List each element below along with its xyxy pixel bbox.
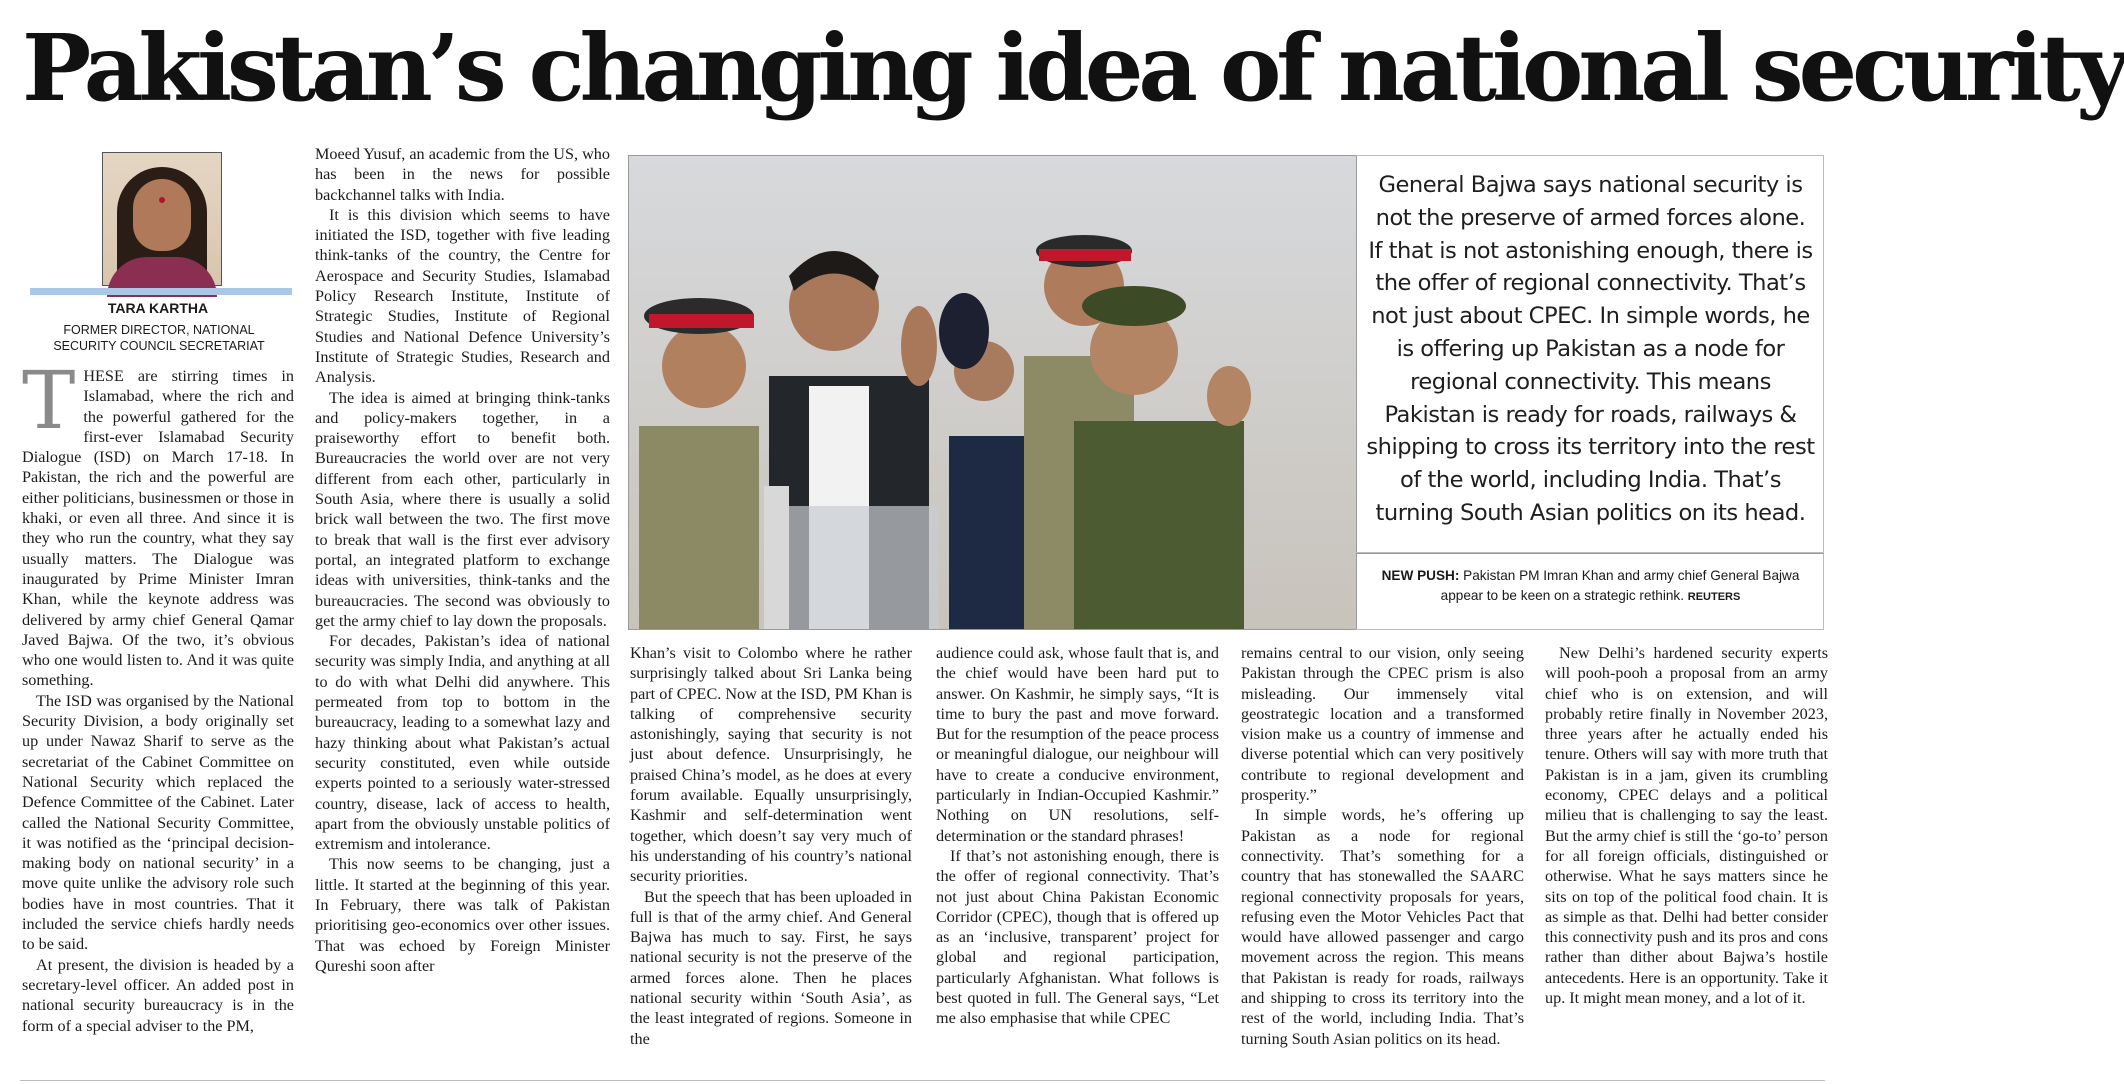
- author-name: TARA KARTHA: [107, 300, 209, 316]
- paragraph: If that’s not astonishing enough, there is the offer of regional connectivity. That’s not just about China Pakistan Economic Corridor (CPEC), though that is offered up as an ‘inclusive, transparent’ project for global and regional participation, particularly Afghanistan. What follows is best quoted in full. The General says, “Let me also emphasise that while CPEC: [936, 846, 1219, 1028]
- news-photo: [628, 155, 1357, 630]
- paragraph: But the speech that has been uploaded in full is that of the army chief. And General Bajwa has much to say. First, he says national security is not the preserve of the armed forces alone. Then he places national security within ‘South Asia’, as the least integrated of regions. Someone in the: [630, 887, 912, 1048]
- lead-paragraph: THESE are stirring times in Islamabad, where the rich and the powerful gathered for the first-ever Islamabad Security Dialogue (ISD) on March 17-18. In Pakistan, the rich and the powerful are either politicians, businessmen or those in khaki, or even all three. And since it is they who run the country, what they say usually matters. The Dialogue was inaugurated by Prime Minister Imran Khan, while the keynote address was delivered by army chief General Qamar Javed Bajwa. Of the two, it’s obvious who one would listen to. And it was quite something.: [22, 354, 294, 690]
- paragraph: It is this division which seems to have initiated the ISD, together with five leading think-tanks of the country, the Centre for Aerospace and Security Studies, Islamabad Policy Research Institute, Institute of Strategic Studies, Institute of Regional Studies and National Defence University’s Institute of Strategic Studies, Research and Analysis.: [315, 205, 610, 387]
- caption-label: NEW PUSH:: [1381, 568, 1460, 583]
- article-column-3: [630, 643, 912, 1049]
- paragraph: The ISD was organised by the National Security Division, a body originally set up under Nawaz Sharif to serve as the secretariat of the Cabinet Committee on National Security which replaced the Defence Committee of the Cabinet. Later called the National Security Committee, it was notified as the ‘principal decision-making body on national security’ in a move quite unlike the advisory role such bodies have in most countries. That it included the service chiefs hardly needs to be said.: [22, 691, 294, 954]
- paragraph: In simple words, he’s offering up Pakistan as a node for regional connectivity. That’s something for a country that has stonewalled the SAARC regional connectivity proposals for years, refusing even the Motor Vehicles Pact that would have allowed passenger and cargo movement across the region. This means that Pakistan is ready for roads, railways and shipping to cross its territory into the rest of the world, including India. That’s turning South Asian politics on its head.: [1241, 806, 1524, 1048]
- author-block: [22, 152, 294, 357]
- pull-quote: General Bajwa says national security is not the preserve of armed forces alone. If that is not astonishing enough, there is the offer of regional connectivity. That’s not just about CPEC. In simple words, he is offering up Pakistan as a node for regional connectivity. This means Pakistan is ready for roads, railways & shipping to cross its territory into the rest of the world, including India. That’s turning South Asian politics on its head.: [1366, 172, 1815, 526]
- drop-cap: T: [22, 354, 76, 447]
- bottom-rule: [20, 1080, 1825, 1081]
- caption-text: Pakistan PM Imran Khan and army chief General Bajwa appear to be keen on a strategic rethink.: [1440, 568, 1800, 603]
- headline: Pakistan’s changing idea of national security: [22, 14, 2124, 122]
- photo-credit: REUTERS: [1687, 591, 1741, 603]
- article-column-6: [1545, 643, 1828, 1008]
- author-photo: [102, 152, 222, 286]
- paragraph: Moeed Yusuf, an academic from the US, who has been in the news for possible backchannel talks with India.: [315, 145, 610, 204]
- author-divider: [30, 288, 292, 295]
- article-column-4: [936, 643, 1219, 1029]
- photo-illustration: [629, 156, 1356, 629]
- author-role: FORMER DIRECTOR, NATIONAL SECURITY COUNCIL SECRETARIAT: [53, 323, 265, 353]
- article-column-5: [1241, 643, 1524, 1049]
- paragraph: New Delhi’s hardened security experts will pooh-pooh a proposal from an army chief who is on extension, and will probably retire finally in November 2023, three years after he actually ended his tenure. Others will say with more truth that Pakistan is in a jam, given its crumbling economy, CPEC delays and a political milieu that is challenging to say the least. But the army chief is still the ‘go-to’ person for all foreign officials, distinguished or otherwise. What he says matters since he sits on top of the political food chain. It is as simple as that. Delhi had better consider this connectivity push and its pros and cons rather than dither about Bajwa’s hostile antecedents. Here is an opportunity. Take it up. It might mean money, and a lot of it.: [1545, 644, 1828, 1008]
- article-column-2: [315, 144, 610, 976]
- paragraph: This now seems to be changing, just a little. It started at the beginning of this year. In February, there was talk of Pakistan prioritising geo-economics over other issues. That was echoed by Foreign Minister Qureshi soon after: [315, 855, 610, 975]
- pull-quote-box: [1356, 155, 1824, 553]
- paragraph: For decades, Pakistan’s idea of national security was simply India, and anything at all to do with what Delhi did anywhere. This permeated from top to bottom in the bureaucracy, leading to a somewhat lazy and hazy thinking about what Pakistan’s actual security constituted, even while outside experts pointed to a seriously water-stressed country, disease, lack of access to health, apart from the obviously unstable politics of extremism and intolerance.: [315, 632, 610, 854]
- paragraph: At present, the division is headed by a secretary-level officer. An added post in national security bureaucracy is in the form of a special adviser to the PM,: [22, 955, 294, 1035]
- paragraph: remains central to our vision, only seeing Pakistan through the CPEC prism is also misleading. Our immensely vital geostrategic location and a transformed vision make us a country of immense and diverse potential which can very positively contribute to regional development and prosperity.”: [1241, 644, 1524, 805]
- photo-caption: [1356, 553, 1824, 630]
- article-column-1: [22, 354, 294, 1036]
- paragraph: The idea is aimed at bringing think-tanks and policy-makers together, in a praiseworthy effort to benefit both. Bureaucracies the world over are not very different from each other, particularly in South Asia, where there is usually a solid brick wall between the two. The first move to break that wall is the first ever advisory portal, an integrated platform to exchange ideas with universities, think-tanks and the bureaucracies. The second was obviously to get the army chief to lay down the proposals.: [315, 388, 610, 630]
- paragraph: Khan’s visit to Colombo where he rather surprisingly talked about Sri Lanka being part of CPEC. Now at the ISD, PM Khan is talking of comprehensive security astonishingly, saying that security is not just about defence. Unsurprisingly, he praised China’s model, as he does at every forum available. Equally unsurprisingly, Kashmir and self-determination went together, which doesn’t say very much of his understanding of his country’s national security priorities.: [630, 644, 912, 886]
- paragraph: audience could ask, whose fault that is, and the chief would have been hard put to answer. On Kashmir, he simply says, “It is time to bury the past and move forward. But for the resumption of the peace process or meaningful dialogue, our neighbour will have to create a conducive environment, particularly in Indian-Occupied Kashmir.” Nothing on UN resolutions, self-determination or the standard phrases!: [936, 644, 1219, 845]
